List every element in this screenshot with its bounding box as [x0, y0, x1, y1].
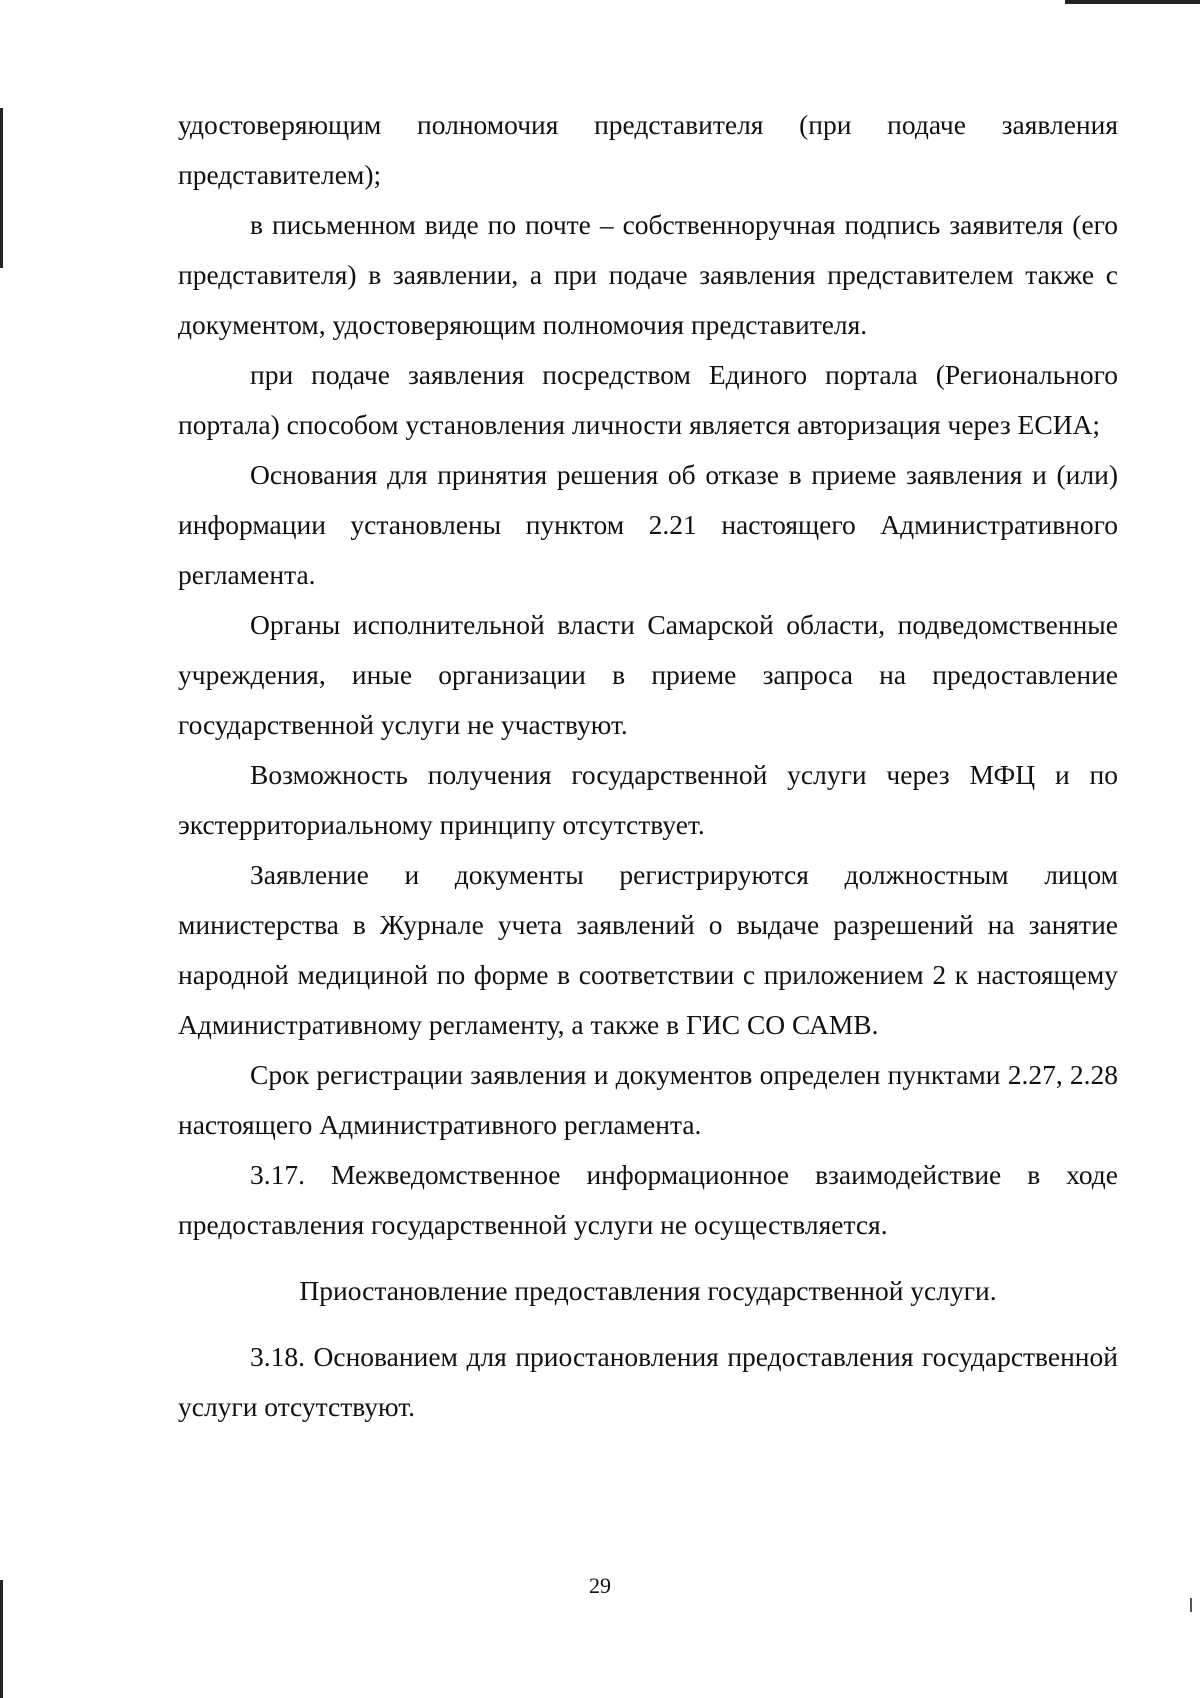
- paragraph-postal-signature: в письменном виде по почте – собственноручная подпись заявителя (его представителя) в заявлении, а при подаче заявления представителем также с документом, удостоверяющим полномочия представителя.: [178, 209, 1118, 340]
- paragraph-portal-authorization: при подаче заявления посредством Единого портала (Регионального портала) способом установления личности является авторизация через ЕСИА;: [178, 359, 1118, 440]
- scan-edge-mark: [0, 108, 3, 268]
- paragraph-registration: Заявление и документы регистрируются должностным лицом министерства в Журнале учета заявлений о выдаче разрешений на занятие народной медициной по форме в соответствии с приложением 2 к настоящему Административному регламенту, а также в ГИС СО САМВ.: [178, 859, 1118, 1040]
- paragraph-registration-deadline: Срок регистрации заявления и документов определен пунктами 2.27, 2.28 настоящего Административного регламента.: [178, 1059, 1118, 1140]
- paragraph-mfc-availability: Возможность получения государственной услуги через МФЦ и по экстерриториальному принципу отсутствует.: [178, 759, 1118, 840]
- scan-edge-mark: [1190, 1598, 1192, 1612]
- paragraph-continuation: удостоверяющим полномочия представителя (при подаче заявления представителем);: [178, 109, 1118, 190]
- page-number: 29: [589, 1573, 611, 1598]
- paragraph-suspension-grounds: 3.18. Основанием для приостановления предоставления государственной услуги отсутствуют.: [178, 1341, 1118, 1422]
- paragraph-refusal-grounds: Основания для принятия решения об отказе в приеме заявления и (или) информации установлены пунктом 2.21 настоящего Административного регламента.: [178, 459, 1118, 590]
- paragraph-interagency: 3.17. Межведомственное информационное взаимодействие в ходе предоставления государственной услуги не осуществляется.: [178, 1159, 1118, 1240]
- section-heading: Приостановление предоставления государственной услуги.: [299, 1275, 997, 1306]
- document-page: [178, 100, 1118, 1432]
- paragraph-executive-bodies: Органы исполнительной власти Самарской области, подведомственные учреждения, иные организации в приеме запроса на предоставление государственной услуги не участвуют.: [178, 609, 1118, 740]
- scan-edge-mark: [1065, 0, 1200, 4]
